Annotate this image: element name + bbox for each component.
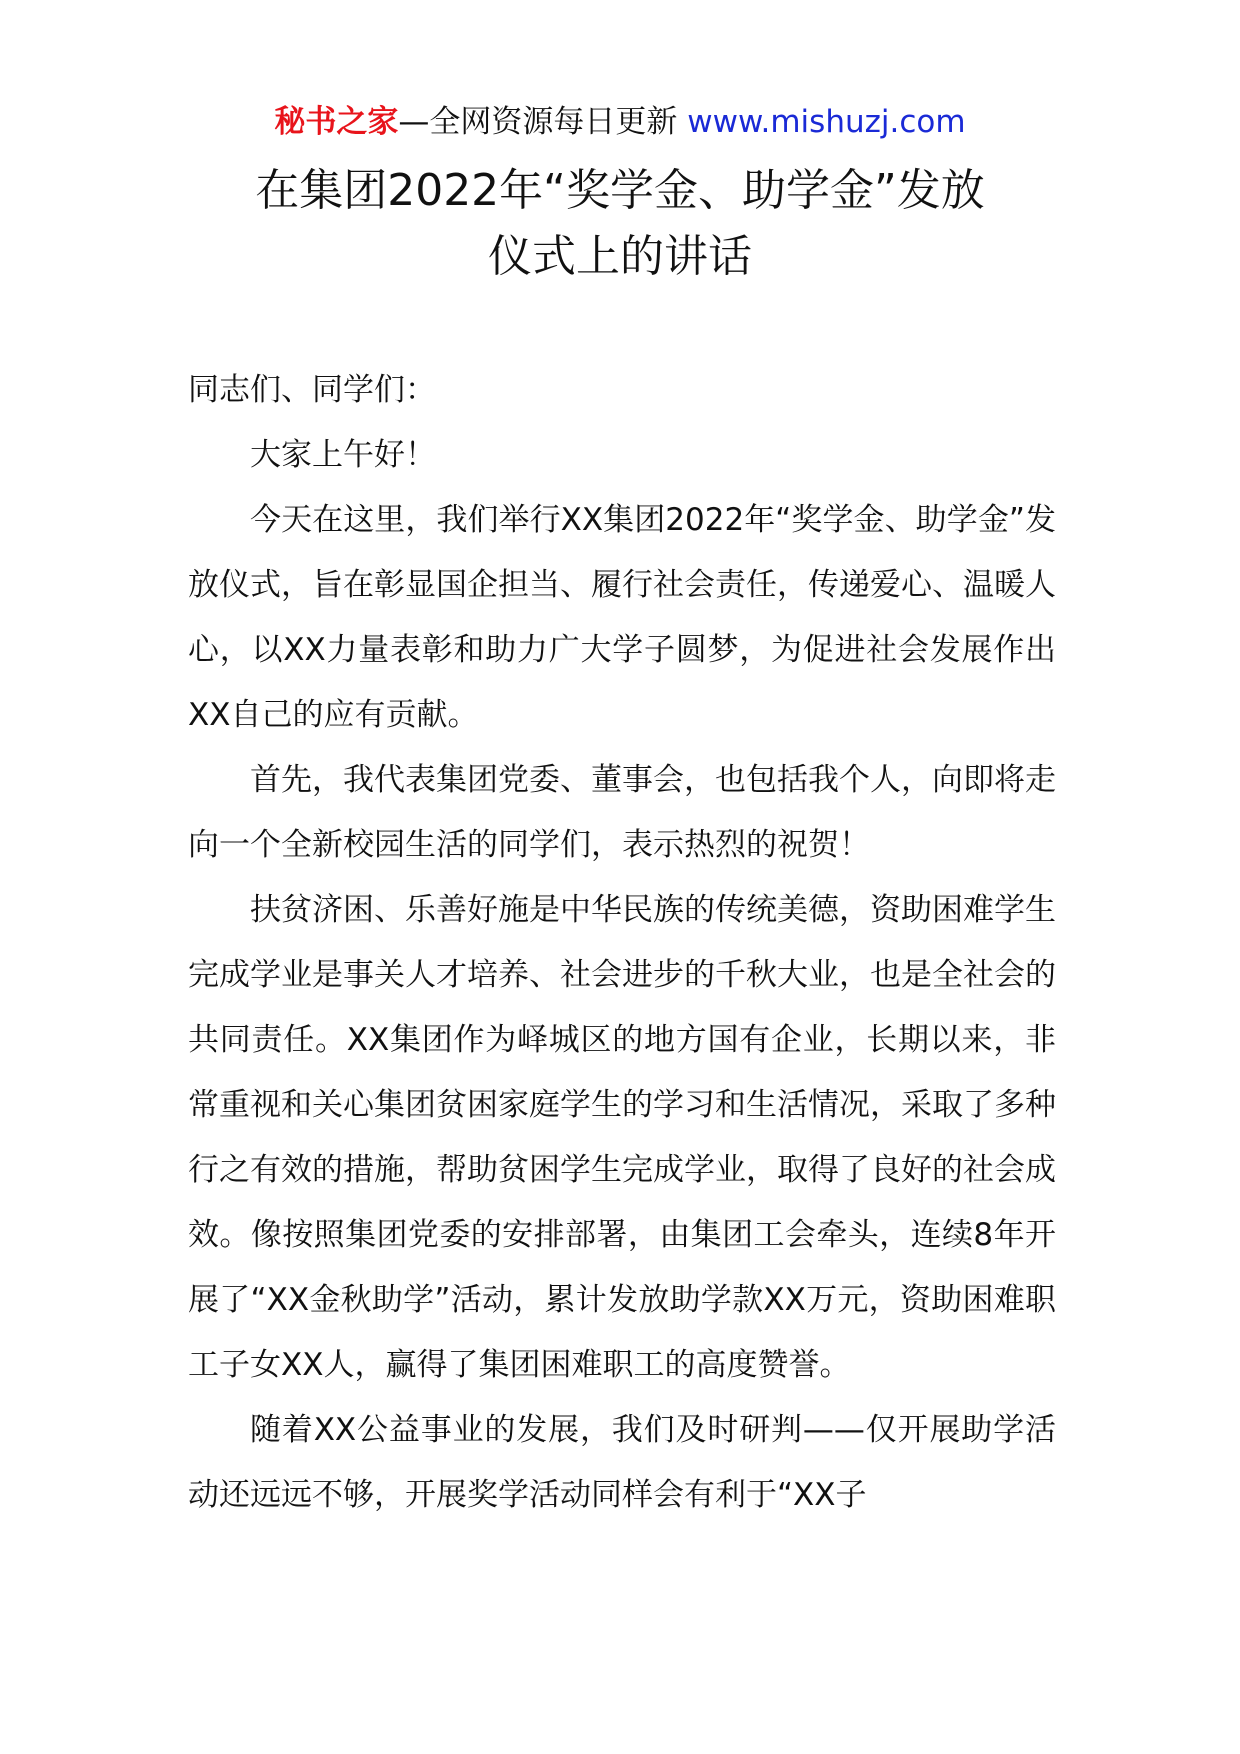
salutation: 同志们、同学们： bbox=[188, 372, 436, 408]
body-paragraph-2: 今天在这里，我们举行XX集团2022年“奖学金、助学金”发放仪式，旨在彰显国企担当、履行社会责任，传递爱心、温暖人心，以XX力量表彰和助力广大学子圆梦，为促进社会发展作出XX自己的应有贡献。 bbox=[188, 502, 1056, 733]
document-title-line-1: 在集团2022年“奖学金、助学金”发放 bbox=[255, 165, 985, 216]
document-title bbox=[160, 158, 1080, 290]
body-paragraph-4: 扶贫济困、乐善好施是中华民族的传统美德，资助困难学生完成学业是事关人才培养、社会进步的千秋大业，也是全社会的共同责任。XX集团作为峄城区的地方国有企业，长期以来，非常重视和关心集团贫困家庭学生的学习和生活情况，采取了多种行之有效的措施，帮助贫困学生完成学业，取得了良好的社会成效。像按照集团党委的安排部署，由集团工会牵头，连续8年开展了“XX金秋助学”活动，累计发放助学款XX万元，资助困难职工子女XX人，赢得了集团困难职工的高度赞誉。 bbox=[188, 892, 1056, 1383]
banner-slogan: —全网资源每日更新 bbox=[398, 104, 688, 140]
site-banner bbox=[0, 100, 1240, 144]
body-paragraph-1: 大家上午好！ bbox=[250, 437, 436, 473]
body-paragraph-3: 首先，我代表集团党委、董事会，也包括我个人，向即将走向一个全新校园生活的同学们，表示热烈的祝贺！ bbox=[188, 762, 1056, 863]
body-paragraph-5: 随着XX公益事业的发展，我们及时研判——仅开展助学活动还远远不够，开展奖学活动同样会有利于“XX子 bbox=[188, 1412, 1056, 1513]
document-title-line-2: 仪式上的讲话 bbox=[488, 231, 752, 282]
document-body bbox=[188, 358, 1056, 1528]
banner-brand: 秘书之家 bbox=[274, 104, 399, 140]
banner-url-link[interactable]: www.mishuzj.com bbox=[687, 104, 966, 140]
